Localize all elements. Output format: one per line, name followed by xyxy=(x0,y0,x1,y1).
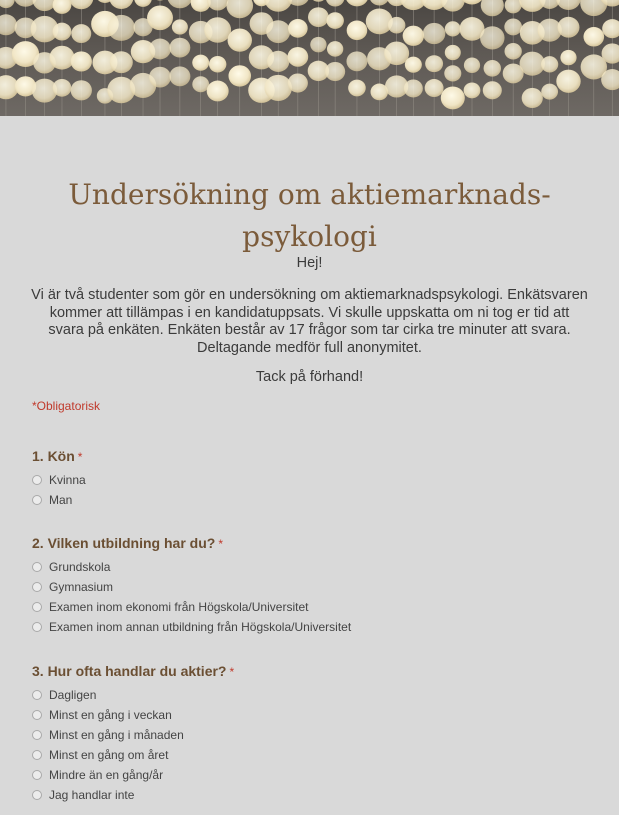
paper-circle xyxy=(405,57,422,73)
paper-circle xyxy=(560,50,576,65)
question-2-label: 2. Vilken utbildning har du? xyxy=(32,535,216,551)
required-marker: * xyxy=(218,537,223,551)
question-3-label: 3. Hur ofta handlar du aktier? xyxy=(32,663,227,679)
paper-circle xyxy=(207,81,229,102)
paper-circle xyxy=(441,0,465,12)
paper-circle xyxy=(345,0,369,6)
paper-circle xyxy=(484,60,501,77)
radio-button[interactable] xyxy=(32,475,42,485)
paper-circle xyxy=(167,0,192,8)
paper-circle xyxy=(134,0,152,7)
paper-circle xyxy=(556,0,581,10)
paper-circle xyxy=(602,19,619,38)
paper-circle xyxy=(464,58,480,73)
paper-circle xyxy=(504,43,521,59)
radio-button[interactable] xyxy=(32,710,42,720)
paper-circle xyxy=(483,81,502,99)
form-description: Vi är två studenter som gör en undersökning om aktiemarknadspsykologi. Enkätsvaren kommer att tillämpas i en kandidatuppsats. Vi skulle uppskatta om ni tog er tid att svara på enkäten. Enkäten består av 17 frågor som tar cirka tre minuter att svara. Deltagande medför full anonymitet. xyxy=(31,287,588,356)
paper-circle xyxy=(505,0,522,13)
paper-circle xyxy=(149,39,171,60)
option-label: Jag handlar inte xyxy=(49,788,135,802)
paper-circle xyxy=(404,79,423,97)
paper-circle xyxy=(326,12,344,29)
paper-circle xyxy=(384,41,409,65)
required-marker: * xyxy=(229,665,235,679)
paper-circle xyxy=(110,51,133,73)
paper-circle xyxy=(147,5,173,30)
paper-circle xyxy=(264,75,292,101)
paper-circle xyxy=(149,67,171,88)
paper-circle xyxy=(445,21,461,36)
paper-circle xyxy=(69,0,93,9)
paper-circle xyxy=(53,0,72,14)
paper-circle xyxy=(309,0,327,2)
paper-circle xyxy=(558,17,580,38)
paper-circle xyxy=(53,23,72,41)
paper-circle xyxy=(348,80,366,97)
paper-circle xyxy=(71,51,92,71)
paper-circle xyxy=(425,79,444,97)
paper-circle xyxy=(403,26,424,46)
question-1-label: 1. Kön xyxy=(32,448,75,464)
paper-circle xyxy=(264,0,292,12)
paper-circle xyxy=(522,88,543,108)
question-2-option-2[interactable] xyxy=(32,579,113,595)
paper-circle xyxy=(228,29,252,52)
question-3-option-2[interactable] xyxy=(32,707,172,723)
paper-circle xyxy=(209,56,226,73)
paper-circle xyxy=(541,84,558,100)
paper-circle xyxy=(480,26,504,49)
radio-button[interactable] xyxy=(32,730,42,740)
paper-circle xyxy=(71,80,92,100)
paper-circle xyxy=(71,24,91,43)
question-1-option-1[interactable] xyxy=(32,472,86,488)
paper-circle xyxy=(444,65,461,81)
radio-button[interactable] xyxy=(32,562,42,572)
form-title: Undersökning om aktiemarknads-psykologi xyxy=(68,178,551,253)
question-1-title xyxy=(32,448,82,464)
paper-circle xyxy=(445,45,461,60)
question-3-title xyxy=(32,663,234,679)
option-label: Dagligen xyxy=(49,688,97,702)
paper-circle xyxy=(49,46,74,70)
paper-circle xyxy=(310,37,326,53)
paper-circle xyxy=(425,55,443,72)
required-note: *Obligatorisk xyxy=(32,399,101,413)
paper-circle xyxy=(109,0,133,9)
option-label: Minst en gång om året xyxy=(49,748,169,762)
paper-circle xyxy=(388,17,405,34)
option-label: Grundskola xyxy=(49,560,111,574)
paper-circle xyxy=(288,73,308,92)
paper-circle xyxy=(327,41,343,57)
paper-circle xyxy=(192,55,209,71)
paper-circle xyxy=(169,38,190,58)
required-marker: * xyxy=(77,450,83,464)
question-2-option-1[interactable] xyxy=(32,559,110,575)
question-3-option-5[interactable] xyxy=(32,767,163,783)
radio-button[interactable] xyxy=(32,750,42,760)
paper-circle xyxy=(481,0,504,16)
paper-circle xyxy=(308,7,329,27)
option-label: Gymnasium xyxy=(49,580,114,594)
paper-circle xyxy=(347,21,368,41)
paper-circle xyxy=(226,0,253,18)
question-3-option-4[interactable] xyxy=(32,747,168,763)
form-greeting: Hej! xyxy=(296,255,323,271)
paper-circle xyxy=(0,14,17,35)
radio-button[interactable] xyxy=(32,690,42,700)
radio-button[interactable] xyxy=(32,582,42,592)
question-2-title xyxy=(32,535,223,551)
paper-circle xyxy=(369,0,389,5)
paper-circle xyxy=(556,70,580,93)
header-banner-image xyxy=(0,0,619,116)
question-3-option-1[interactable] xyxy=(32,687,96,703)
radio-button[interactable] xyxy=(32,770,42,780)
paper-circle xyxy=(366,9,393,35)
paper-circle xyxy=(108,15,135,41)
form-thanks: Tack på förhand! xyxy=(255,369,364,385)
option-label: Man xyxy=(49,493,73,507)
paper-circle xyxy=(192,76,209,92)
radio-button[interactable] xyxy=(32,495,42,505)
hanging-lights-decoration xyxy=(0,0,619,116)
paper-circle xyxy=(287,47,308,67)
question-3-option-6[interactable] xyxy=(32,787,134,803)
option-label: Minst en gång i veckan xyxy=(49,708,172,722)
radio-button[interactable] xyxy=(32,622,42,632)
paper-circle xyxy=(169,66,190,86)
paper-circle xyxy=(441,86,465,109)
option-label: Examen inom annan utbildning från Högskola/Universitet xyxy=(49,620,352,634)
paper-circle xyxy=(228,65,251,86)
paper-circle xyxy=(583,27,604,47)
paper-circle xyxy=(504,19,522,36)
option-label: Minst en gång i månaden xyxy=(49,728,184,742)
paper-circle xyxy=(288,19,308,38)
paper-circle xyxy=(172,19,188,34)
question-2-option-3[interactable] xyxy=(32,599,308,615)
option-label: Mindre än en gång/år xyxy=(49,768,164,782)
paper-circle xyxy=(152,0,169,1)
paper-circle xyxy=(541,56,558,72)
question-3-option-3[interactable] xyxy=(32,727,184,743)
paper-circle xyxy=(267,51,289,72)
question-1-option-2[interactable] xyxy=(32,492,72,508)
paper-circle xyxy=(0,0,15,8)
radio-button[interactable] xyxy=(32,790,42,800)
paper-circle xyxy=(326,0,345,7)
option-label: Examen inom ekonomi från Högskola/Universitet xyxy=(49,600,309,614)
paper-circle xyxy=(325,62,345,81)
paper-circle xyxy=(266,20,290,43)
paper-circle xyxy=(423,23,445,44)
radio-button[interactable] xyxy=(32,602,42,612)
paper-circle xyxy=(346,51,367,71)
paper-circle xyxy=(53,79,72,97)
question-2-option-4[interactable] xyxy=(32,619,351,635)
paper-circle xyxy=(464,82,481,98)
option-label: Kvinna xyxy=(49,473,86,487)
paper-circle xyxy=(204,17,231,43)
paper-circle xyxy=(207,0,228,11)
